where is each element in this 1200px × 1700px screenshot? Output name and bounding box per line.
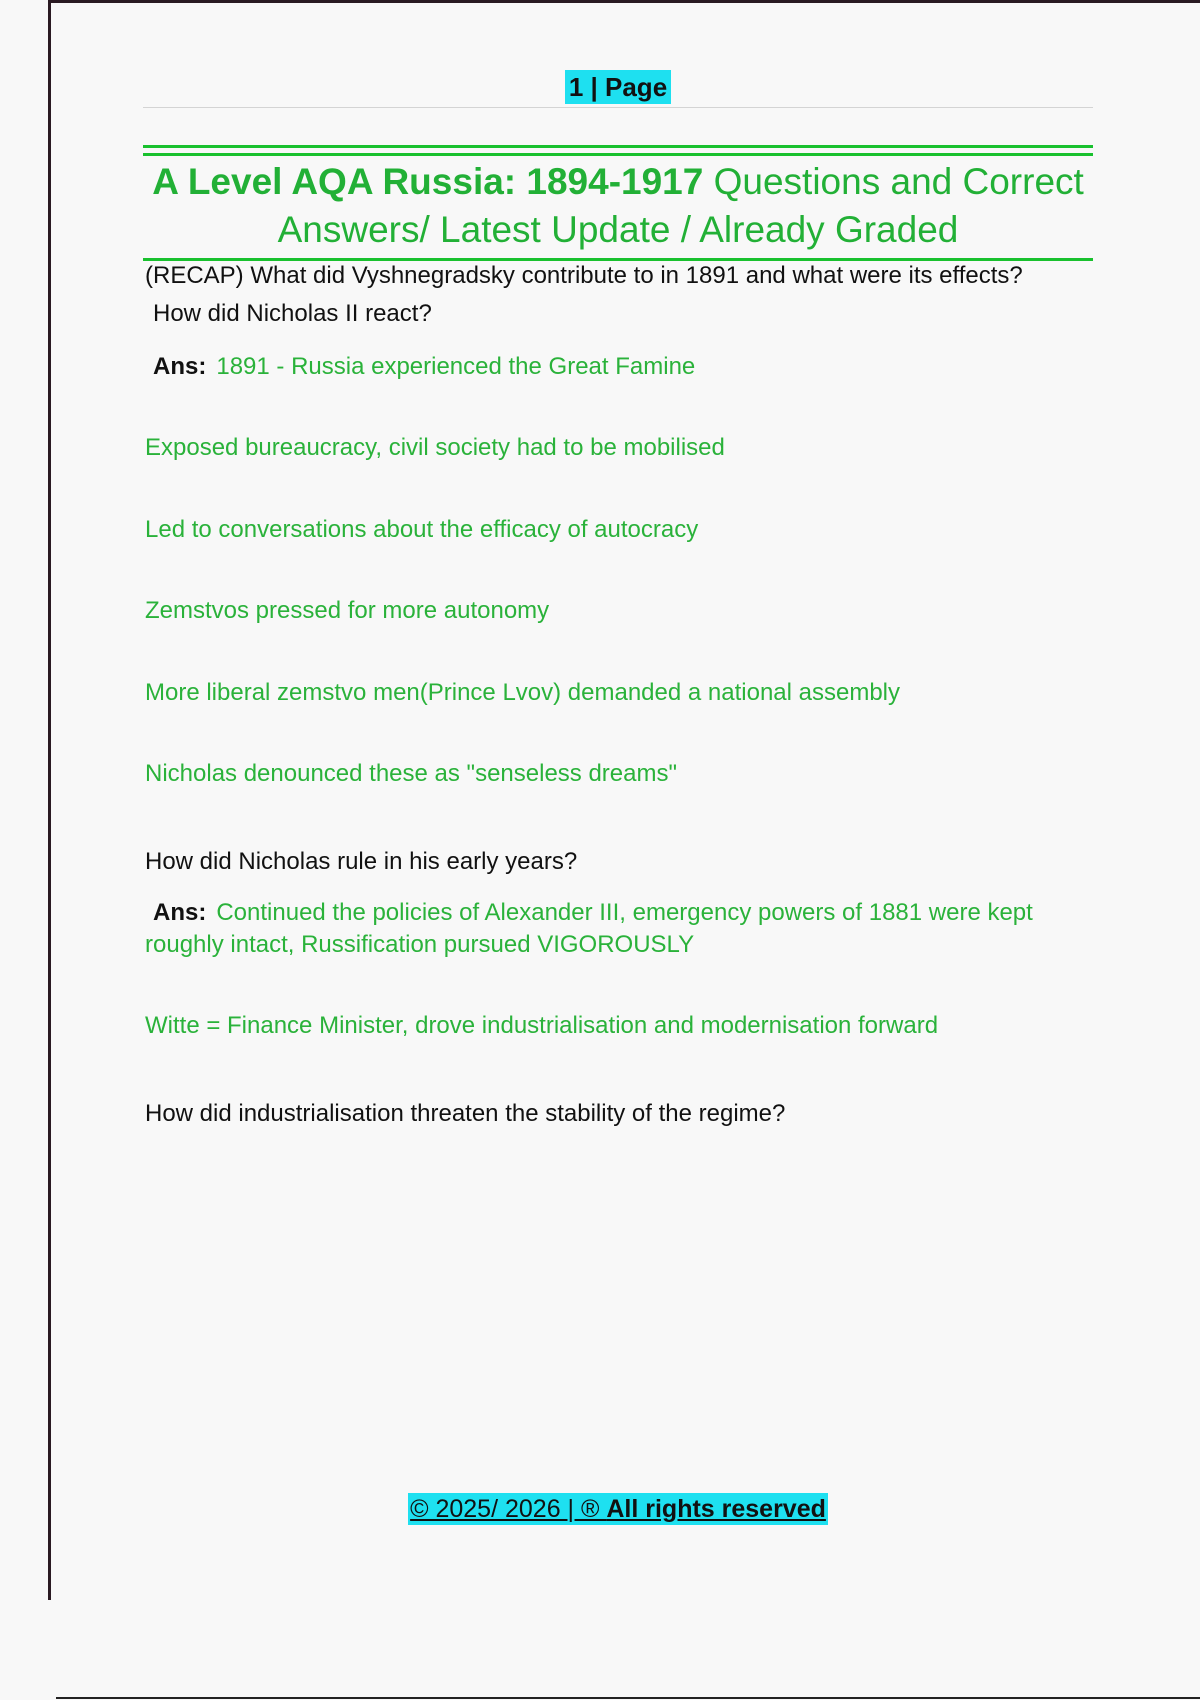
header-divider	[143, 107, 1093, 108]
answer-1-text: 1891 - Russia experienced the Great Famine	[216, 353, 696, 380]
answer-1-line-5: More liberal zemstvo men(Prince Lvov) demanded a national assembly	[145, 679, 901, 706]
ans-label: Ans:	[153, 353, 207, 380]
rights-reserved: All rights reserved	[606, 1495, 826, 1523]
question-3: How did industrialisation threaten the stability of the regime?	[145, 1100, 786, 1127]
copyright-notice	[408, 1493, 828, 1525]
title-bold: A Level AQA Russia: 1894-1917	[152, 161, 704, 202]
answer-2-line-2: Witte = Finance Minister, drove industrialisation and modernisation forward	[145, 1012, 939, 1039]
answer-2-text: Continued the policies of Alexander III, emergency powers of 1881 were kept roughly intact, Russification pursued VIGOROUSLY	[145, 899, 1033, 958]
title-rule-second	[143, 153, 1093, 156]
answer-1-line-4: Zemstvos pressed for more autonomy	[145, 597, 550, 624]
title-rest: Questions and Correct Answers/ Latest Update / Already Graded	[277, 161, 1084, 250]
ans-label: Ans:	[153, 899, 207, 926]
answer-1-line-6: Nicholas denounced these as "senseless dreams"	[145, 760, 678, 787]
question-1: (RECAP) What did Vyshnegradsky contribute to in 1891 and what were its effects? How did Nicholas II react?	[145, 262, 1023, 327]
answer-1	[145, 350, 1075, 384]
document-title	[143, 158, 1093, 254]
page-footer	[0, 1493, 1200, 1525]
left-border	[48, 0, 51, 1600]
qa-content	[145, 257, 1075, 1133]
answer-1-line-3: Led to conversations about the efficacy of autocracy	[145, 516, 699, 543]
page-number-label: 1 | Page	[565, 70, 671, 104]
answer-2	[145, 897, 1075, 961]
question-2: How did Nicholas rule in his early years?	[145, 848, 578, 875]
bottom-border	[56, 1697, 1200, 1699]
title-rule-top	[143, 145, 1093, 148]
title-block	[143, 145, 1093, 261]
copyright-years: © 2025/ 2026 | ®	[410, 1495, 607, 1523]
top-border	[48, 0, 1200, 3]
page-header	[0, 70, 1200, 104]
answer-1-line-2: Exposed bureaucracy, civil society had to be mobilised	[145, 434, 725, 461]
